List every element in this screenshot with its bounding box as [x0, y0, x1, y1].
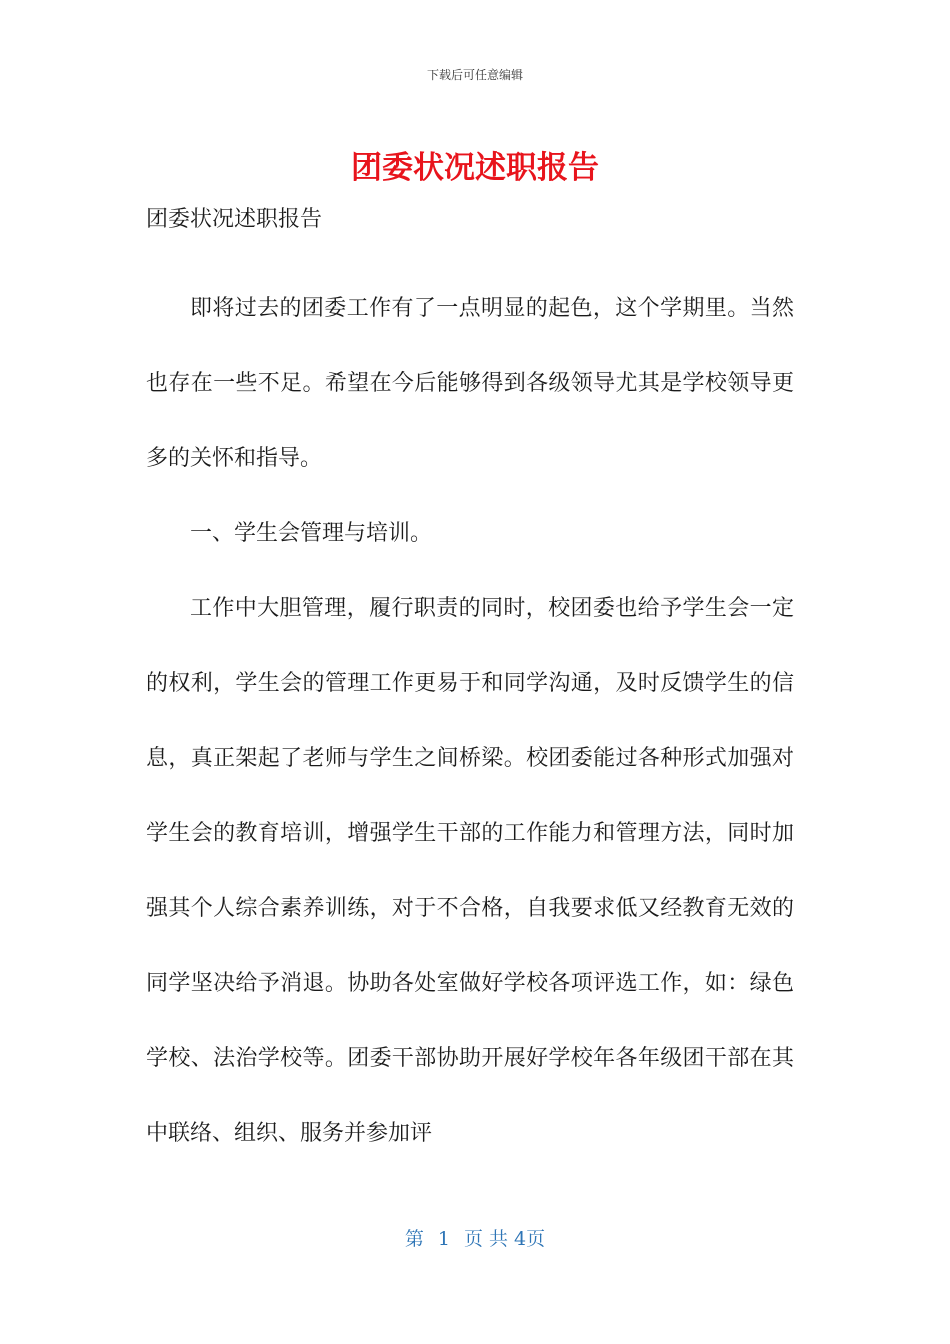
header-note: 下载后可任意编辑 — [426, 68, 523, 82]
document-subtitle: 团委状况述职报告 — [146, 207, 323, 232]
footer-middle: 页 共 — [463, 1228, 509, 1250]
page-footer — [0, 1224, 950, 1251]
document-title: 团委状况述职报告 — [351, 150, 599, 186]
footer-total-pages: 4页 — [514, 1228, 546, 1250]
paragraph-student-union: 工作中大胆管理，履行职责的同时，校团委也给予学生会一定的权利，学生会的管理工作更易于和同学沟通，及时反馈学生的信息，真正架起了老师与学生之间桥梁。校团委能过各种形式加强对学生会的教育培训，增强学生干部的工作能力和管理方法，同时加强其个人综合素养训练，对于不合格，自我要求低又经教育无效的同学坚决给予消退。协助各处室做好学校各项评选工作，如：绿色学校、法治学校等。团委干部协助开展好学校年各年级团干部在其中联络、组织、服务并参加评 — [146, 596, 794, 1146]
footer-current-page: 1 — [437, 1228, 450, 1250]
footer-prefix: 第 — [404, 1228, 424, 1250]
section-heading: 一、学生会管理与培训。 — [190, 521, 433, 546]
document-body — [146, 196, 794, 1171]
paragraph-intro: 即将过去的团委工作有了一点明显的起色，这个学期里。当然也存在一些不足。希望在今后能够得到各级领导尤其是学校领导更多的关怀和指导。 — [146, 296, 794, 471]
